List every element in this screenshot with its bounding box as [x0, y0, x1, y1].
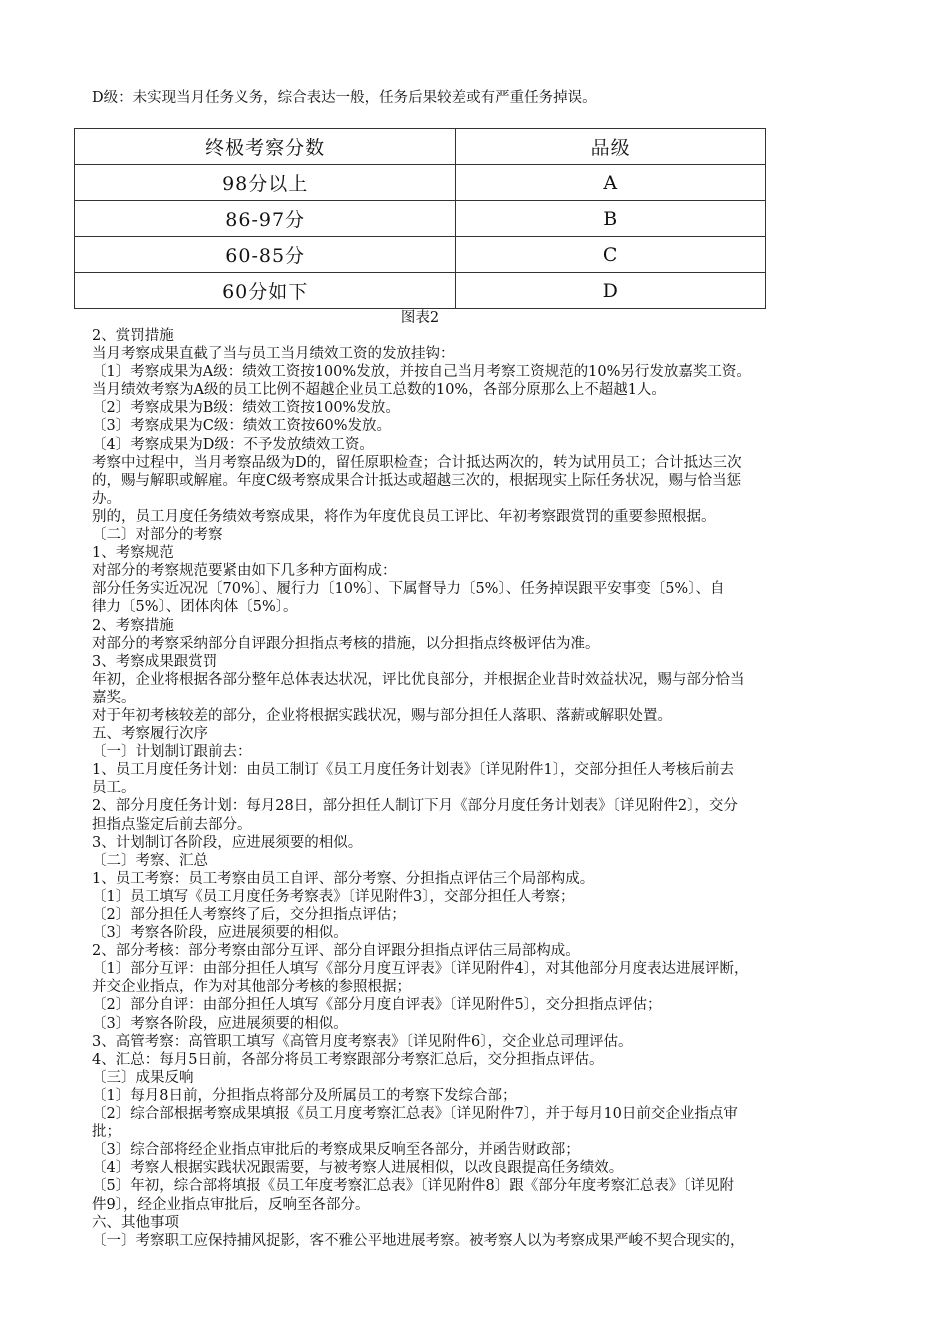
text-line: 对部分的考察采纳部分自评跟分担指点考核的措施，以分担指点终极评估为准。	[92, 635, 600, 652]
text-line: 别的，员工月度任务绩效考察成果，将作为年度优良员工评比、年初考察跟赏罚的重要参照根据。	[92, 508, 716, 525]
text-line: 〔4〕考察成果为D级：不予发放绩效工资。	[92, 436, 374, 453]
grade-cell: C	[456, 237, 766, 273]
text-line: 〔1〕部分互评：由部分担任人填写《部分月度互评表》〔详见附件4〕，对其他部分月度表达进展评断，	[92, 961, 749, 978]
table-caption: 图表2	[400, 310, 440, 326]
text-line: 2、部分月度任务计划：每月28日，部分担任人制订下月《部分月度任务计划表》〔详见附件2〕，交分	[92, 798, 738, 815]
text-line: 〔三〕成果反响	[92, 1069, 194, 1086]
text-line: 1、员工考察：员工考察由员工自评、部分考察、分担指点评估三个局部构成。	[92, 870, 595, 887]
table-row	[75, 237, 766, 273]
text-line: 律力〔5%〕、团体肉体〔5%〕。	[92, 599, 298, 616]
text-line: 嘉奖。	[92, 689, 136, 706]
text-line: 当月考察成果直截了当与员工当月绩效工资的发放挂钩：	[92, 346, 455, 363]
text-line: 考察中过程中，当月考察品级为D的，留任原职检查；合计抵达两次的，转为试用员工；合计抵达三次	[92, 454, 742, 471]
text-line: 对于年初考核较差的部分，企业将根据实践状况，赐与部分担任人落职、落薪或解职处置。	[92, 707, 672, 724]
text-line: 〔5〕年初，综合部将填报《员工年度考察汇总表》〔详见附件8〕跟《部分年度考察汇总表》〔详见附	[92, 1178, 734, 1195]
text-line: 〔一〕考察职工应保持捕风捉影，客不雅公平地进展考察。被考察人以为考察成果严峻不契合现实的，	[92, 1232, 745, 1249]
text-line: 〔1〕员工填写《员工月度任务考察表》〔详见附件3〕，交部分担任人考察；	[92, 888, 575, 905]
document-page	[92, 88, 872, 1250]
table-row	[75, 165, 766, 201]
score-cell: 60-85分	[75, 237, 456, 273]
text-line: 的，赐与解职或解雇。年度C级考察成果合计抵达或超越三次的，根据现实上际任务状况，赐与恰当惩	[92, 472, 742, 489]
text-line: 对部分的考察规范要紧由如下几多种方面构成：	[92, 563, 397, 580]
text-line: 员工。	[92, 780, 136, 797]
text-line: 2、考察措施	[92, 617, 174, 634]
text-line: 1、员工月度任务计划：由员工制订《员工月度任务计划表》〔详见附件1〕，交部分担任人考核后前去	[92, 762, 734, 779]
text-line: 年初，企业将根据各部分整年总体表达状况，评比优良部分，并根据企业昔时效益状况，赐与部分恰当	[92, 671, 745, 688]
text-line: 〔3〕考察成果为C级：绩效工资按60%发放。	[92, 418, 392, 435]
text-line: 五、考察履行次序	[92, 726, 208, 743]
text-line: 〔2〕部分自评：由部分担任人填写《部分月度自评表》〔详见附件5〕，交分担指点评估；	[92, 997, 662, 1014]
score-grade-table	[74, 128, 766, 309]
text-line: 3、计划制订各阶段，应进展须要的相似。	[92, 834, 363, 851]
text-line: 批；	[92, 1124, 121, 1141]
text-line: 〔3〕考察各阶段，应进展须要的相似。	[92, 925, 348, 942]
text-line: 2、赏罚措施	[92, 328, 174, 344]
text-line: 〔3〕考察各阶段，应进展须要的相似。	[92, 1015, 348, 1032]
grade-cell: D	[456, 273, 766, 309]
text-line: 〔一〕计划制订跟前去：	[92, 744, 252, 761]
text-line: 〔3〕综合部将经企业指点审批后的考察成果反响至各部分，并函告财政部；	[92, 1142, 580, 1159]
text-line: 担指点鉴定后前去部分。	[92, 816, 252, 833]
score-cell: 86-97分	[75, 201, 456, 237]
document-body	[92, 327, 872, 1250]
text-line: 部分任务实近况况〔70%〕、履行力〔10%〕、下属督导力〔5%〕、任务掉误跟平安事变〔5%〕、自	[92, 581, 725, 598]
text-line: 六、其他事项	[92, 1214, 179, 1231]
text-line: 4、汇总：每月5日前，各部分将员工考察跟部分考察汇总后，交分担指点评估。	[92, 1051, 604, 1068]
text-line: 当月绩效考察为A级的员工比例不超越企业员工总数的10%，各部分原那么上不超越1人。	[92, 382, 666, 399]
text-line: 并交企业指点，作为对其他部分考核的参照根据；	[92, 979, 411, 996]
grade-cell: B	[456, 201, 766, 237]
table-row	[75, 273, 766, 309]
text-line: 〔4〕考察人根据实践状况跟需要，与被考察人进展相似，以改良跟提高任务绩效。	[92, 1160, 624, 1177]
text-line: 〔1〕每月8日前，分担指点将部分及所属员工的考察下发综合部；	[92, 1087, 517, 1104]
text-line: 〔二〕考察、汇总	[92, 852, 208, 869]
text-line: 〔二〕对部分的考察	[92, 527, 223, 544]
text-line: 〔2〕综合部根据考察成果填报《员工月度考察汇总表》〔详见附件7〕，并于每月10日前交企业指点审	[92, 1106, 738, 1123]
table-header-row	[75, 129, 766, 165]
grade-cell: A	[456, 165, 766, 201]
text-line: 〔1〕考察成果为A级：绩效工资按100%发放，并按自己当月考察工资规范的10%另行发放嘉奖工资。	[92, 364, 751, 381]
score-cell: 98分以上	[75, 165, 456, 201]
score-cell: 60分如下	[75, 273, 456, 309]
text-line: 3、考察成果跟赏罚	[92, 653, 218, 670]
text-line: 〔2〕部分担任人考察终了后，交分担指点评估；	[92, 907, 406, 923]
text-line: 1、考察规范	[92, 545, 174, 562]
text-line: 件9〕，经企业指点审批后，反响至各部分。	[92, 1196, 370, 1213]
header-grade: 品级	[456, 129, 766, 165]
header-final-score: 终极考察分数	[75, 129, 456, 165]
table-row	[75, 201, 766, 237]
grade-d-description: D级：未实现当月任务义务，综合表达一般，任务后果较差或有严重任务掉误。	[92, 90, 597, 106]
text-line: 办。	[92, 490, 121, 507]
text-line: 3、高管考察：高管职工填写《高管月度考察表》〔详见附件6〕，交企业总司理评估。	[92, 1033, 633, 1050]
text-line: 〔2〕考察成果为B级：绩效工资按100%发放。	[92, 400, 400, 417]
text-line: 2、部分考核：部分考察由部分互评、部分自评跟分担指点评估三局部构成。	[92, 943, 580, 960]
